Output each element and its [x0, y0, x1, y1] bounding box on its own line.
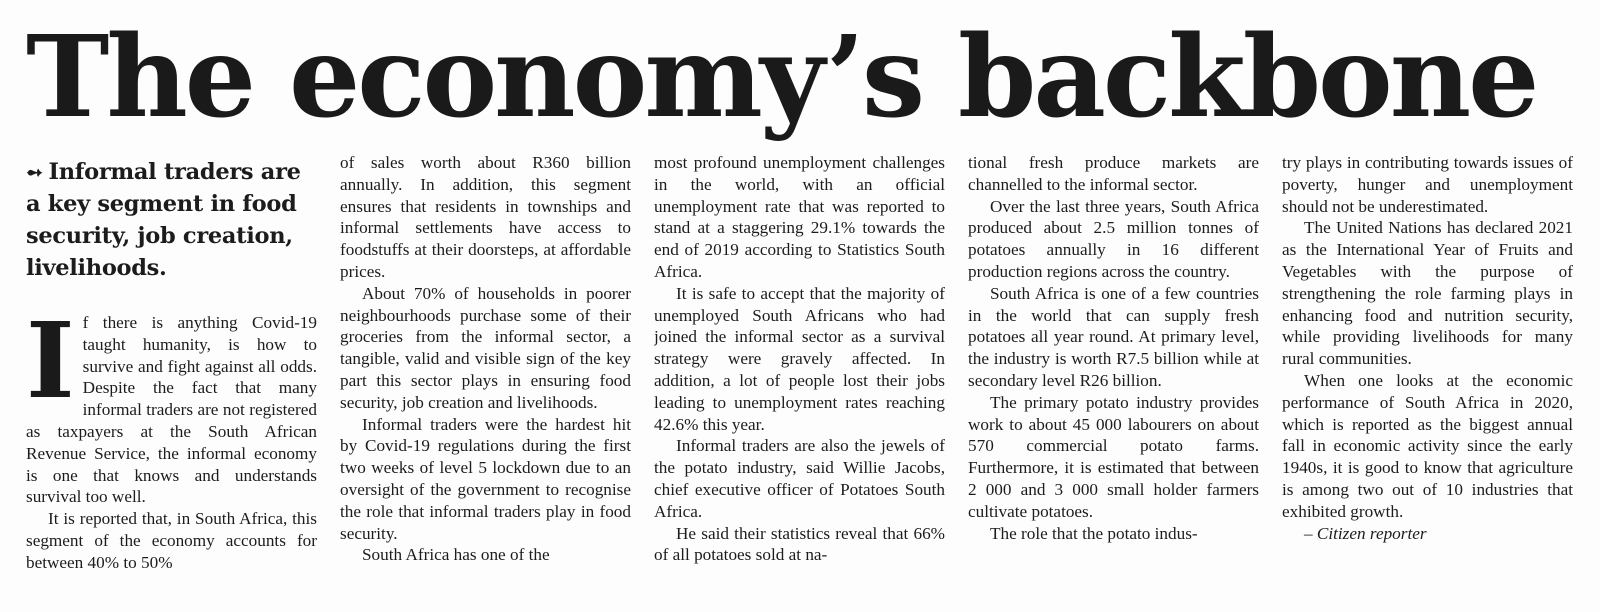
column-3 — [654, 152, 945, 597]
column-2 — [340, 152, 631, 597]
paragraph: South Africa is one of a few countries in the world that can supply fresh potatoes all year round. At primary level, the industry is worth R7.5 billion while at secondary level R26 billion. — [968, 283, 1259, 390]
paragraph: The primary potato industry provides work to about 45 000 labourers on about 570 commercial potato farms. Furthermore, it is estimated that between 2 000 and 3 000 small holder farmers cultivate potatoes. — [968, 392, 1259, 521]
paragraph: South Africa has one of the — [362, 545, 550, 565]
paragraph: of sales worth about R360 billion annually. In addition, this segment ensures that residents in townships and informal settlements have access to foodstuffs at their doorsteps, at affordable prices. — [340, 153, 631, 281]
paragraph: Informal traders are also the jewels of the potato industry, said Willie Jacobs, chief executive officer of Potatoes South Africa. — [654, 436, 945, 521]
arrow-icon: ➻ — [26, 160, 43, 184]
headline: The economy’s backbone — [26, 12, 1537, 143]
column-1 — [26, 152, 317, 597]
paragraph: Informal traders were the hardest hit by Covid-19 regulations during the first two weeks of level 5 lockdown due to an oversight of the government to recognise the role that informal traders play in food security. — [340, 414, 631, 543]
byline: – Citizen reporter — [1304, 523, 1427, 543]
paragraph: try plays in contributing towards issues of poverty, hunger and unemployment should not be underestimated. — [1282, 153, 1573, 216]
paragraph: most profound unemployment challenges in the world, with an official unemployment rate that was reported to stand at a staggering 29.1% towards the end of 2019 according to Statistics South Africa. — [654, 153, 945, 281]
drop-cap: I — [26, 299, 75, 422]
standfirst — [26, 156, 317, 284]
paragraph: It is safe to accept that the majority of unemployed South Africans who had joined the informal sector as a survival strategy were gravely affected. In addition, a lot of people lost their jobs leading to unemployment rates reaching 42.6% this year. — [654, 283, 945, 434]
paragraph: tional fresh produce markets are channelled to the informal sector. — [968, 153, 1259, 194]
paragraph: Over the last three years, South Africa produced about 2.5 million tonnes of potatoes annually in 16 different production regions across the country. — [968, 196, 1259, 281]
paragraph — [26, 299, 317, 508]
paragraph-text: f there is anything Covid-19 taught humanity, is how to survive and fight against all odds. Despite the fact that many informal traders are not registered as taxpayers at the South African Revenue Service, the informal economy is one that knows and understands survival too well. — [26, 313, 317, 507]
column-5 — [1282, 152, 1573, 597]
paragraph: It is reported that, in South Africa, this segment of the economy accounts for between 40% to 50% — [26, 509, 317, 572]
paragraph: He said their statistics reveal that 66% of all potatoes sold at na- — [654, 523, 945, 565]
standfirst-text: Informal traders are a key segment in food security, job creation, livelihoods. — [26, 159, 301, 281]
paragraph: The role that the potato indus- — [990, 523, 1198, 543]
column-4 — [968, 152, 1259, 597]
paragraph: When one looks at the economic performance of South Africa in 2020, which is reported as the biggest annual fall in economic activity since the early 1940s, it is good to know that agriculture is among two out of 10 industries that exhibited growth. — [1282, 370, 1573, 521]
paragraph: About 70% of households in poorer neighbourhoods purchase some of their groceries from the informal sector, a tangible, valid and visible sign of the key part this sector plays in ensuring food security, job creation and livelihoods. — [340, 283, 631, 412]
paragraph: The United Nations has declared 2021 as the International Year of Fruits and Vegetables with the purpose of strengthening the role farming plays in enhancing food and nutrition security, while providing livelihoods for many rural communities. — [1282, 218, 1573, 369]
